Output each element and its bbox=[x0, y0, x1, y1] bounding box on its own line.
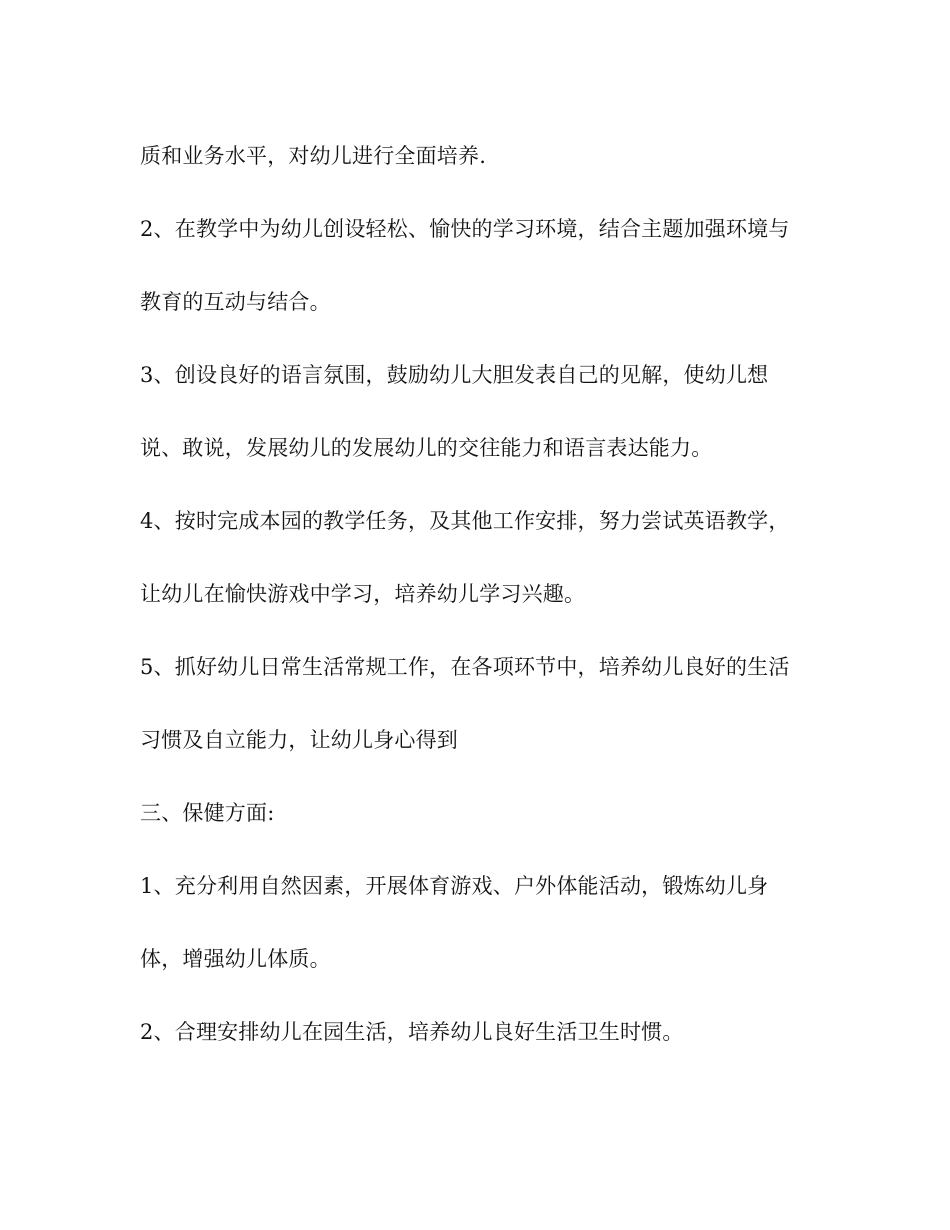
text-line: 1、充分利用自然因素，开展体育游戏、户外体能活动，锻炼幼儿身 bbox=[140, 874, 769, 898]
section-heading: 三、保健方面: bbox=[140, 801, 275, 825]
text-line: 说、敢说，发展幼儿的发展幼儿的交往能力和语言表达能力。 bbox=[140, 436, 713, 460]
text-line: 习惯及自立能力，让幼儿身心得到 bbox=[140, 728, 458, 752]
text-line: 质和业务水平，对幼儿进行全面培养. bbox=[140, 144, 487, 168]
text-line: 2、在教学中为幼儿创设轻松、愉快的学习环境，结合主题加强环境与 bbox=[140, 217, 790, 241]
text-line: 5、抓好幼儿日常生活常规工作，在各项环节中，培养幼儿良好的生活 bbox=[140, 655, 790, 679]
text-line: 体，增强幼儿体质。 bbox=[140, 947, 331, 971]
text-line: 2、合理安排幼儿在园生活，培养幼儿良好生活卫生时惯。 bbox=[140, 1020, 684, 1044]
text-line: 4、按时完成本园的教学任务，及其他工作安排，努力尝试英语教学， bbox=[140, 509, 790, 533]
text-line: 3、创设良好的语言氛围，鼓励幼儿大胆发表自己的见解，使幼儿想 bbox=[140, 363, 769, 387]
text-line: 教育的互动与结合。 bbox=[140, 290, 331, 314]
text-line: 让幼儿在愉快游戏中学习，培养幼儿学习兴趣。 bbox=[140, 582, 586, 606]
